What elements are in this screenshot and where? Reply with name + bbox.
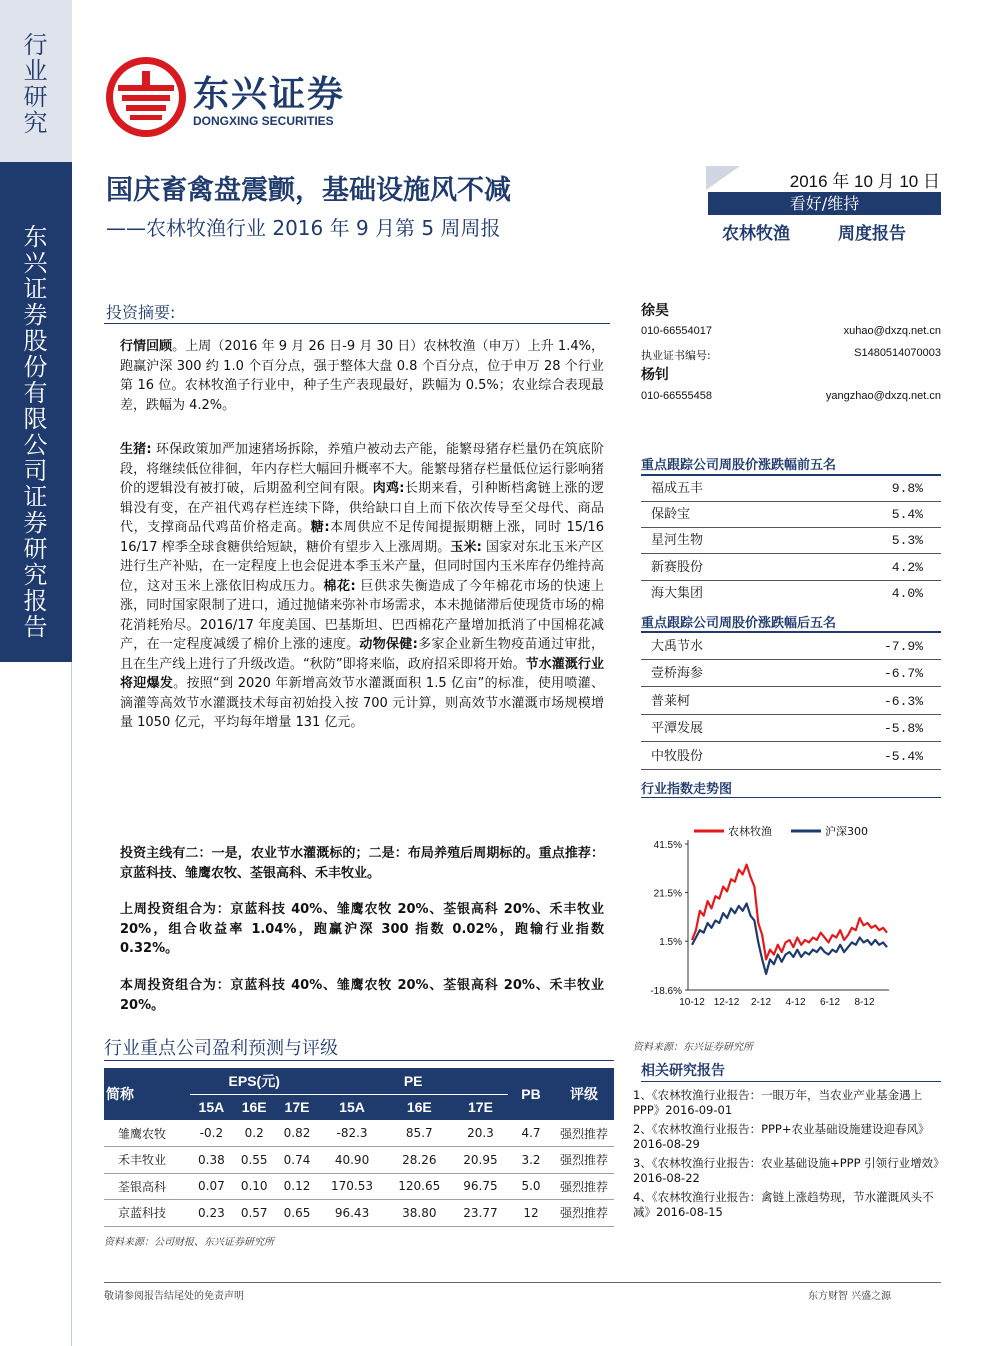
stock-name: 普莱柯 (651, 694, 691, 709)
animal-health-text: 多家企业新生物疫苗通过审批，且在生产线上进行了升级改造。“秋防”即将来临，政府招采即将开始。 (120, 637, 604, 672)
y-tick-label: 1.5% (659, 937, 682, 949)
irrigation-text: 。按照“到 2020 年新增高效节水灌溉面积 1.5 亿亩”的标准，使用喷灌、滴灌等高效节水灌溉技术每亩初始投入按 700 元计算，则高效节水灌溉市场规模增量 1050 亿元，平均每年增量 131 亿元。 (120, 676, 604, 730)
footer-disclaimer: 敬请参阅报告结尾处的免责声明 (104, 1291, 244, 1302)
report-date: 2016 年 10 月 10 日 (789, 172, 940, 191)
stock-change: 4.2% (891, 560, 923, 575)
stock-change: -5.8% (883, 721, 923, 736)
cell: 40.90 (318, 1147, 385, 1174)
sector-label: 农林牧渔 (722, 224, 790, 244)
col-header-pe: PE (318, 1068, 508, 1094)
col-header-name: 简称 (104, 1068, 190, 1120)
stock-name: 新赛股份 (651, 560, 704, 575)
cell: -82.3 (318, 1120, 385, 1147)
cell: 雏鹰农牧 (104, 1120, 190, 1147)
table-row (641, 633, 941, 660)
col-header-year: 17E (453, 1094, 508, 1120)
stock-change: -7.9% (883, 639, 923, 654)
stock-change: -6.7% (883, 666, 923, 681)
chicken-text: 长期来看，引种断档禽链上涨的逻辑没有变，在产祖代鸡存栏连续下降，供给缺口自上而下依次传导至父母代、商品代，支撑商品代鸡苗价格走高。 (120, 481, 604, 535)
chart-heading-rule (641, 797, 941, 798)
related-reports-rule (641, 1081, 941, 1082)
chart-heading: 行业指数走势图 (641, 782, 733, 797)
stock-name: 海大集团 (651, 586, 704, 601)
series-line-hs300 (692, 904, 887, 975)
side-divider (71, 662, 72, 1346)
table-row (641, 688, 941, 715)
analyst-2-phone: 010-66555458 (641, 390, 712, 402)
market-review-lead: 行情回顾 (120, 339, 173, 354)
chicken-lead: 肉鸡: (372, 481, 405, 496)
table-row (641, 660, 941, 687)
analyst-1-cert: S1480514070003 (854, 347, 941, 359)
sector-commentary-paragraph (120, 440, 604, 733)
stock-name: 壹桥海参 (651, 666, 704, 681)
table-row (641, 743, 941, 770)
cell: 0.38 (190, 1147, 233, 1174)
table-row (104, 1120, 614, 1147)
summary-heading: 投资摘要: (106, 303, 176, 322)
cell: 96.75 (453, 1173, 508, 1200)
col-header-year: 16E (233, 1094, 276, 1120)
x-tick-label: 10-12 (679, 997, 705, 1008)
forecast-table-rule (104, 1060, 614, 1061)
stock-change: 5.3% (891, 533, 923, 548)
related-report-item[interactable]: 4、《农林牧渔行业报告：禽链上涨趋势现，节水灌溉风头不减》2016-08-15 (633, 1190, 934, 1219)
cell: 0.2 (233, 1120, 276, 1147)
cell: 28.26 (386, 1147, 453, 1174)
cell: 170.53 (318, 1173, 385, 1200)
report-subtitle: ——农林牧渔行业 2016 年 9 月第 5 周周报 (106, 216, 501, 240)
col-header-eps: EPS(元) (190, 1068, 318, 1094)
table-row (641, 715, 941, 742)
related-report-item[interactable]: 1、《农林牧渔行业报告：一眼万年，当农业产业基金遇上 PPP》2016-09-01 (633, 1088, 923, 1117)
y-tick-label: 41.5% (653, 840, 682, 851)
this-week-portfolio-paragraph: 本周投资组合为：京蓝科技 40%、雏鹰农牧 20%、荃银高科 20%、禾丰牧业 20%。 (120, 978, 604, 1013)
y-tick-label: -18.6% (650, 986, 682, 997)
analyst-2-name: 杨钊 (641, 367, 669, 383)
col-header-year: 15A (318, 1094, 385, 1120)
bottom5-title: 重点跟踪公司周股价涨跌幅后五名 (641, 616, 837, 631)
related-report-item[interactable]: 3、《农林牧渔行业报告：农业基础设施+PPP 引领行业增效》2016-08-22 (633, 1156, 945, 1185)
stock-name: 平潭发展 (651, 721, 704, 736)
rating-corner-decoration (706, 166, 740, 190)
cell: 20.95 (453, 1147, 508, 1174)
x-tick-label: 6-12 (819, 997, 841, 1008)
y-tick-label: 21.5% (653, 888, 682, 900)
table-source: 资料来源：公司财报、东兴证券研究所 (104, 1237, 274, 1248)
cell: 强烈推荐 (554, 1173, 614, 1200)
analyst-2-email[interactable]: yangzhao@dxzq.net.cn (825, 390, 941, 402)
side-org-band (0, 162, 72, 662)
related-report-item[interactable]: 2、《农林牧渔行业报告：PPP+农业基础设施建设迎春风》2016-08-29 (633, 1122, 930, 1151)
legend-label: 农林牧渔 (728, 825, 772, 838)
stock-name: 福成五丰 (651, 481, 704, 496)
table-row (104, 1200, 614, 1227)
stock-name: 保龄宝 (651, 507, 691, 522)
cell: 20.3 (453, 1120, 508, 1147)
cell: 禾丰牧业 (104, 1147, 190, 1174)
report-type-label: 周度报告 (838, 224, 906, 244)
table-row (641, 580, 941, 607)
forecast-table (104, 1068, 614, 1227)
cell: 京蓝科技 (104, 1200, 190, 1227)
stock-change: 5.4% (891, 507, 923, 522)
related-reports-title: 相关研究报告 (641, 1063, 725, 1079)
side-org-label: 东兴证券股份有限公司证券研究报告 (19, 224, 47, 640)
market-review-text: 。上周（2016 年 9 月 26 日-9 月 30 日）农林牧渔（申万）上升 1.4%，跑赢沪深 300 约 1.0 个百分点，强于整体大盘 0.8 个百分点，位于申万 28 个行业第 16 位。农林牧渔子行业中，种子生产表现最好，跌幅为 0.5%；农业综合表现最差，跌幅为 4.2%。 (120, 339, 604, 413)
cell: 0.74 (276, 1147, 319, 1174)
cell: 强烈推荐 (554, 1200, 614, 1227)
table-row (104, 1147, 614, 1174)
stock-name: 大禹节水 (651, 639, 704, 654)
table-row (641, 554, 941, 581)
top5-title: 重点跟踪公司周股价涨跌幅前五名 (641, 458, 837, 473)
stock-name: 中牧股份 (651, 749, 704, 764)
cell: 5.0 (508, 1173, 554, 1200)
logo-chinese-name: 东兴证券 (193, 74, 346, 115)
report-title: 国庆畜禽盘震颤，基础设施风不减 (106, 175, 511, 206)
col-header-pb: PB (508, 1068, 554, 1120)
sugar-lead: 糖: (310, 520, 330, 535)
cotton-lead: 棉花: (323, 578, 356, 594)
table-row (641, 475, 941, 502)
cell: 0.10 (233, 1173, 276, 1200)
animal-health-lead: 动物保健: (359, 637, 418, 652)
cell: 0.12 (276, 1173, 319, 1200)
cell: 96.43 (318, 1200, 385, 1227)
industry-index-chart (636, 818, 941, 1018)
side-category-label: 行业研究 (19, 32, 47, 136)
series-line-agri (692, 865, 887, 960)
cell: 0.07 (190, 1173, 233, 1200)
col-header-year: 17E (276, 1094, 319, 1120)
stock-change: -6.3% (883, 694, 923, 709)
cell: 4.7 (508, 1120, 554, 1147)
cell: 荃银高科 (104, 1173, 190, 1200)
col-header-year: 15A (190, 1094, 233, 1120)
stock-name: 星河生物 (651, 533, 704, 548)
stock-change: 4.0% (891, 586, 923, 601)
cell: 强烈推荐 (554, 1147, 614, 1174)
company-logo-icon (104, 55, 188, 139)
corn-lead: 玉米: (450, 539, 482, 555)
forecast-table-title: 行业重点公司盈利预测与评级 (104, 1038, 338, 1059)
summary-rule (104, 323, 610, 324)
pig-lead: 生猪: (120, 442, 152, 457)
footer-rule (104, 1282, 941, 1283)
col-header-rating: 评级 (554, 1068, 614, 1120)
cell: 12 (508, 1200, 554, 1227)
pig-text: 环保政策加严加速猪场拆除，养殖户被动去产能，能繁母猪存栏量仍在筑底阶段，将继续低位徘徊，年内存栏大幅回升概率不大。能繁母猪存栏量低位运行影响猪价的逻辑没有被打破，后期盈利空间有限。 (120, 442, 604, 496)
cell: 23.77 (453, 1200, 508, 1227)
x-tick-label: 2-12 (750, 997, 772, 1008)
cell: 0.55 (233, 1147, 276, 1174)
cell: 3.2 (508, 1147, 554, 1174)
x-tick-label: 12-12 (713, 997, 740, 1008)
table-row (641, 501, 941, 528)
analyst-1-name: 徐昊 (641, 303, 669, 319)
stock-change: 9.8% (891, 481, 923, 496)
cell: 120.65 (386, 1173, 453, 1200)
stock-change: -5.4% (883, 749, 923, 764)
irrigation-lead: 节水灌溉行业将迎爆发 (120, 656, 604, 691)
cell: -0.2 (190, 1120, 233, 1147)
market-review-paragraph (120, 337, 604, 415)
logo-english-name: DONGXING SECURITIES (193, 114, 334, 128)
investment-theme-paragraph: 投资主线有二：一是，农业节水灌溉标的；二是：布局养殖后周期标的。重点推荐：京蓝科技、雏鹰农牧、荃银高科、禾丰牧业。 (120, 846, 604, 881)
footer-slogan: 东方财智 兴盛之源 (808, 1291, 892, 1302)
last-week-portfolio-paragraph: 上周投资组合为：京蓝科技 40%、雏鹰农牧 20%、荃银高科 20%、禾丰牧业 20%，组合收益率 1.04%，跑赢沪深 300 指数 0.02%，跑输行业指数 0.32%。 (120, 902, 604, 956)
sugar-text: 本周供应不足传闻提振期糖上涨，同时 15/16 16/17 榨季全球食糖供给短缺，糖价有望步入上涨周期。 (120, 520, 604, 555)
cell: 0.82 (276, 1120, 319, 1147)
cell: 强烈推荐 (554, 1120, 614, 1147)
cell: 0.23 (190, 1200, 233, 1227)
corn-text: 国家对东北玉米产区进行生产补贴，在一定程度上也会促进本季玉米产量，但同时国内玉米库存仍维持高位，这对玉米上涨依旧构成压力。 (120, 539, 604, 594)
analyst-1-cert-label: 执业证书编号: (641, 349, 711, 362)
x-tick-label: 8-12 (854, 997, 875, 1008)
col-header-year: 16E (386, 1094, 453, 1120)
cell: 38.80 (386, 1200, 453, 1227)
table-row (104, 1173, 614, 1200)
rating-badge: 看好/维持 (708, 192, 941, 215)
cell: 85.7 (386, 1120, 453, 1147)
cell: 0.65 (276, 1200, 319, 1227)
analyst-1-phone: 010-66554017 (641, 325, 712, 337)
chart-source: 资料来源：东兴证券研究所 (633, 1042, 753, 1053)
side-category-band (0, 0, 72, 162)
analyst-1-email[interactable]: xuhao@dxzq.net.cn (843, 325, 941, 337)
x-tick-label: 4-12 (785, 997, 806, 1008)
cell: 0.57 (233, 1200, 276, 1227)
legend-label: 沪深300 (825, 825, 868, 838)
cotton-text: 巨供求失衡造成了今年棉花市场的快速上涨，同时国家限制了进口，通过抛储来弥补市场需求，本未抛储滞后使现货市场的棉花消耗殆尽。2016/17 年度美国、巴基斯坦、巴西棉花产量增加抵消了中国棉花减产，在一定程度减缓了棉价上涨的速度。 (120, 578, 604, 652)
table-row (641, 527, 941, 554)
